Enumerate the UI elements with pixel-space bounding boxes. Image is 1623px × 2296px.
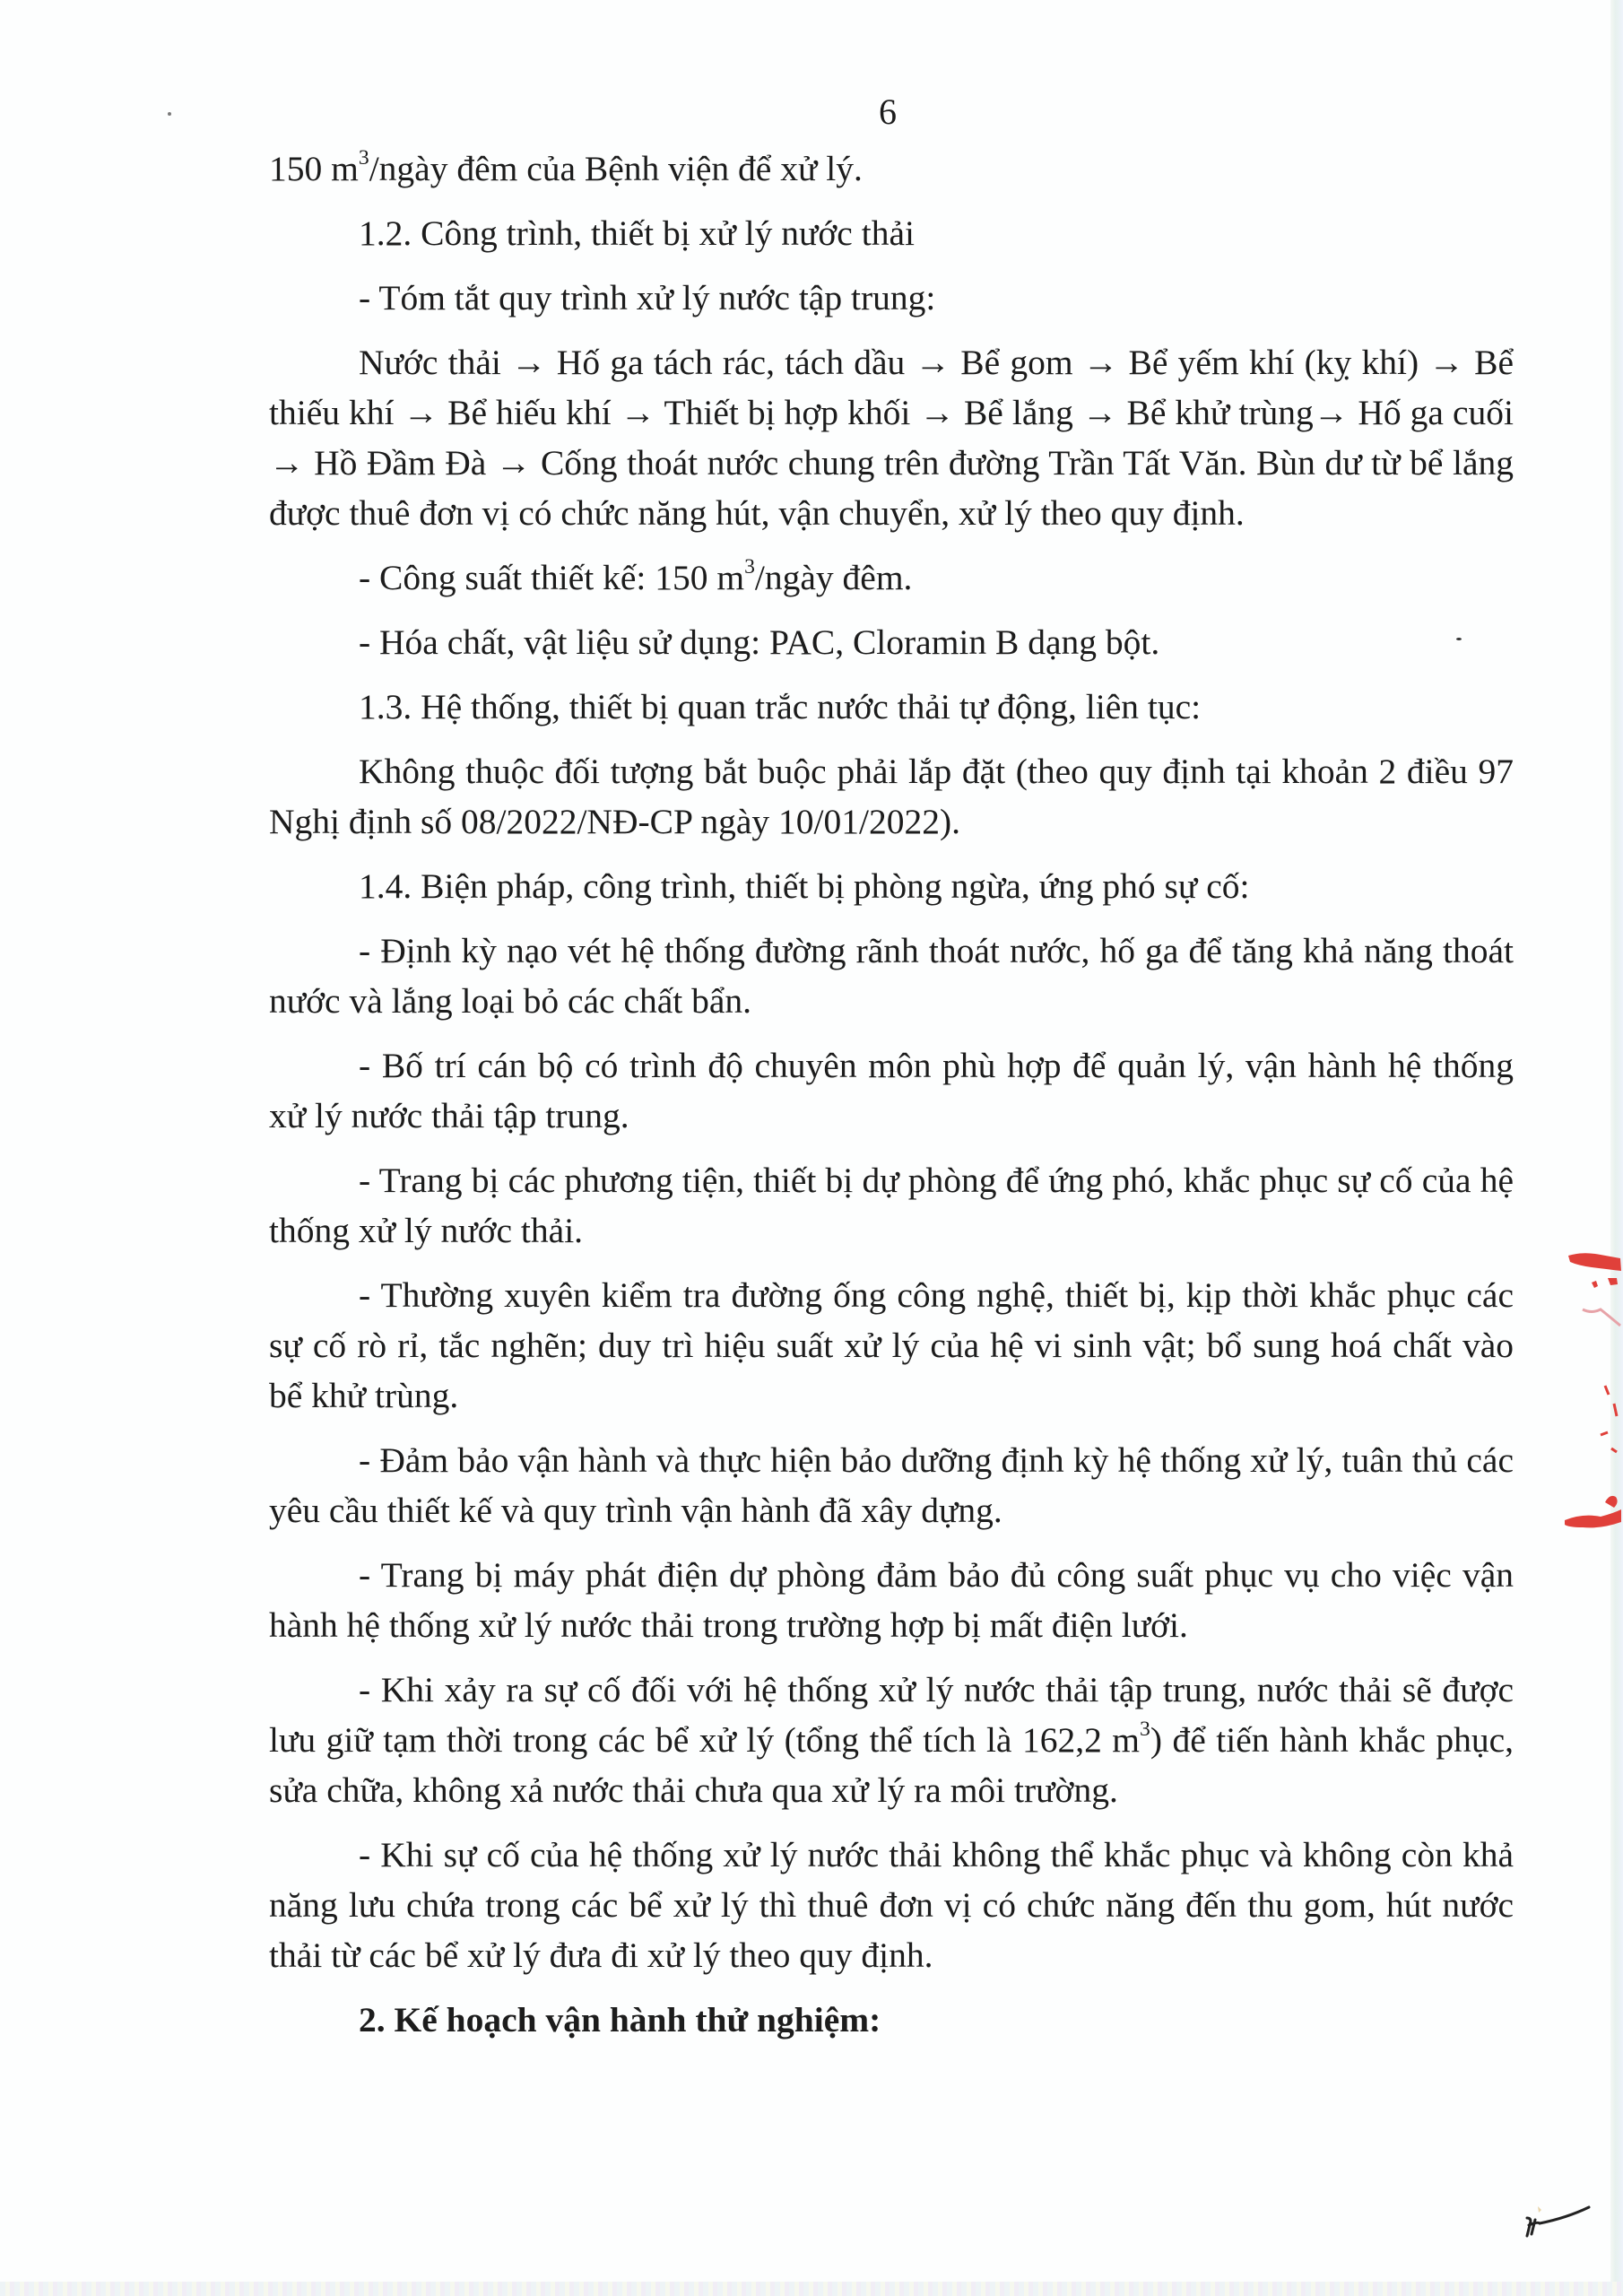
superscript: 3 (744, 555, 755, 579)
paragraph-continuation (269, 144, 1514, 194)
text-span: /ngày đêm. (754, 558, 913, 597)
page-number: 6 (879, 91, 897, 132)
paragraph-measure-dredging: - Định kỳ nạo vét hệ thống đường rãnh thoát nước, hố ga để tăng khả năng thoát nước và lắng loại bỏ các chất bẩn. (269, 931, 1514, 1021)
paragraph-measure-incident-storage (269, 1665, 1514, 1815)
paragraph-measure-equipment: - Trang bị các phương tiện, thiết bị dự phòng để ứng phó, khắc phục sự cố của hệ thống xử lý nước thải. (269, 1161, 1514, 1250)
paragraph-process-flow: Nước thải → Hố ga tách rác, tách dầu → Bể gom → Bể yếm khí (kỵ khí) → Bể thiếu khí → Bể hiếu khí → Thiết bị hợp khối → Bể lắng → Bể khử trùng→ Hố ga cuối → Hồ Đầm Đà → Cống thoát nước chung trên đường Trần Tất Văn. Bùn dư từ bể lắng được thuê đơn vị có chức năng hút, vận chuyển, xử lý theo quy định. (269, 343, 1514, 533)
paragraph-measure-incident-outsourcing: - Khi sự cố của hệ thống xử lý nước thải không thể khắc phục và không còn khả năng lưu chứa trong các bể xử lý thì thuê đơn vị có chức năng đến thu gom, hút nước thải từ các bể xử lý đưa đi xử lý theo quy định. (269, 1835, 1514, 1975)
paragraph-measure-inspection: - Thường xuyên kiểm tra đường ống công nghệ, thiết bị, kịp thời khắc phục các sự cố rò rỉ, tắc nghẽn; duy trì hiệu suất xử lý của hệ vi sinh vật; bổ sung hoá chất vào bể khử trùng. (269, 1275, 1514, 1415)
superscript: 3 (1140, 1718, 1150, 1742)
red-stamp-icon (1565, 1251, 1623, 1538)
superscript: 3 (358, 146, 369, 170)
text-span: 150 m (269, 149, 359, 188)
section-heading-1-2: 1.2. Công trình, thiết bị xử lý nước thải (359, 213, 915, 253)
section-heading-2: 2. Kế hoạch vận hành thử nghiệm: (359, 2000, 881, 2039)
text-span: - Công suất thiết kế: 150 m (359, 558, 745, 597)
text-span: /ngày đêm của Bệnh viện để xử lý. (369, 149, 863, 188)
scan-speck (168, 112, 171, 116)
paragraph-design-capacity (269, 552, 1514, 603)
paragraph-monitoring-exemption: Không thuộc đối tượng bắt buộc phải lắp đặt (theo quy định tại khoản 2 điều 97 Nghị định số 08/2022/NĐ-CP ngày 10/01/2022). (269, 752, 1514, 841)
scan-edge-right (1610, 0, 1623, 2296)
text-span: ) để tiến hành khắc phục, sửa chữa, không xả nước thải chưa qua xử lý ra môi trường. (269, 1720, 1515, 1810)
paragraph-measure-staffing: - Bố trí cán bộ có trình độ chuyên môn phù hợp để quản lý, vận hành hệ thống xử lý nước thải tập trung. (269, 1046, 1514, 1135)
section-heading-1-3: 1.3. Hệ thống, thiết bị quan trắc nước thải tự động, liên tục: (359, 687, 1202, 726)
scan-edge-bottom (0, 2282, 1623, 2296)
paragraph-measure-maintenance: - Đảm bảo vận hành và thực hiện bảo dưỡng định kỳ hệ thống xử lý, tuân thủ các yêu cầu thiết kế và quy trình vận hành đã xây dựng. (269, 1440, 1514, 1530)
paragraph-chemicals: - Hóa chất, vật liệu sử dụng: PAC, Cloramin B dạng bột. (359, 622, 1160, 662)
paragraph-measure-generator: - Trang bị máy phát điện dự phòng đảm bảo đủ công suất phục vụ cho việc vận hành hệ thống xử lý nước thải trong trường hợp bị mất điện lưới. (269, 1555, 1514, 1645)
signature-initials-icon (1493, 2202, 1601, 2247)
document-body (269, 144, 1514, 2059)
section-heading-1-4: 1.4. Biện pháp, công trình, thiết bị phòng ngừa, ứng phó sự cố: (359, 866, 1250, 906)
paragraph-process-summary-label: - Tóm tắt quy trình xử lý nước tập trung: (359, 278, 936, 317)
text-span: - Khi xảy ra sự cố đối với hệ thống xử lý nước thải tập trung, nước thải sẽ được lưu giữ tạm thời trong các bể xử lý (tổng thể tích là 162,2 m (269, 1670, 1514, 1760)
